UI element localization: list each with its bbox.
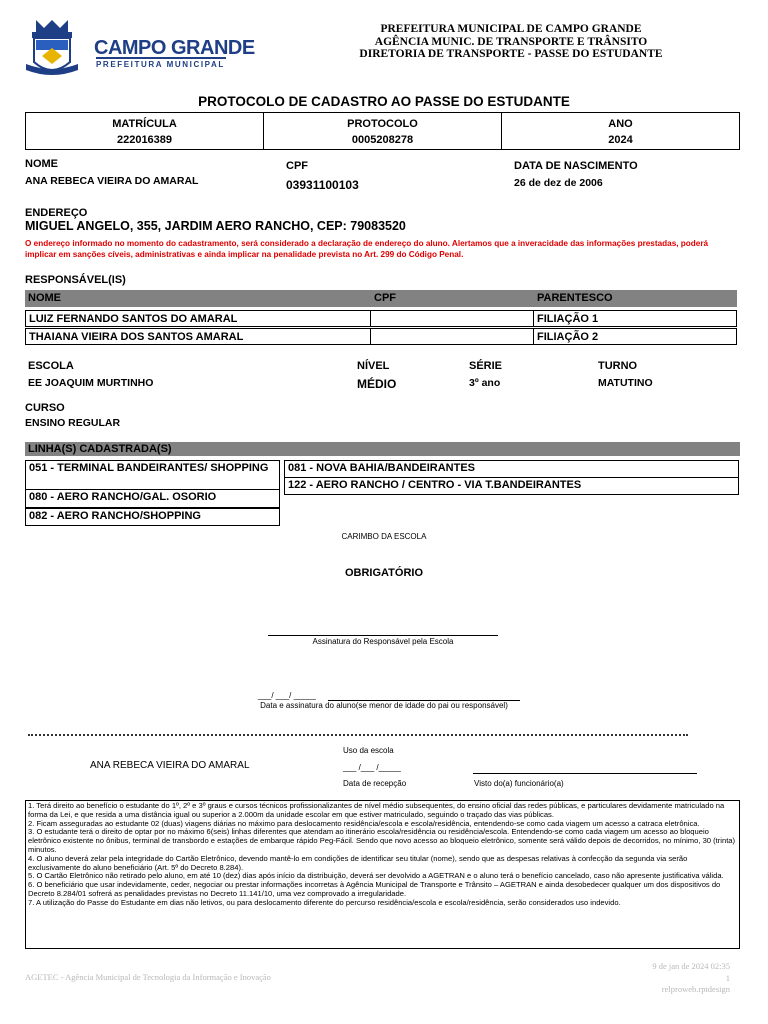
carimbo-label: CARIMBO DA ESCOLA [341, 532, 427, 541]
logo-name: CAMPO GRANDE [94, 37, 255, 59]
nivel-label: NÍVEL [357, 360, 390, 372]
curso-label: CURSO [25, 402, 65, 414]
header-line: DIRETORIA DE TRANSPORTE - PASSE DO ESTUDANTE [359, 48, 663, 60]
footer-page: 1 [725, 972, 730, 983]
registration-box [25, 112, 740, 150]
list-item: 122 - AERO RANCHO / CENTRO - VIA T.BANDEIRANTES [284, 477, 739, 495]
uso-escola-label: Uso da escola [343, 746, 394, 755]
matricula-cell [26, 113, 264, 149]
list-item: 051 - TERMINAL BANDEIRANTES/ SHOPPING [25, 460, 280, 490]
rules-box [25, 800, 740, 949]
nivel-value: MÉDIO [357, 377, 397, 391]
rule-item: 5. O Cartão Eletrônico não retirado pelo aluno, em até 10 (dez) dias após início da distribuição, deverá ser devolvido a AGETRAN e o aluno terá o benefício cancelado, caso não apresente justificativa válida. [28, 871, 724, 881]
page-title: PROTOCOLO DE CADASTRO AO PASSE DO ESTUDANTE [198, 94, 570, 109]
ano-value: 2024 [608, 134, 633, 146]
logo-divider [96, 57, 226, 59]
endereco-value: MIGUEL ANGELO, 355, JARDIM AERO RANCHO, CEP: 79083520 [25, 219, 406, 233]
col-cpf: CPF [374, 292, 396, 304]
linhas-header: LINHA(S) CADASTRADA(S) [25, 442, 740, 456]
resp-cpf [371, 328, 534, 345]
nascimento-value: 26 de dez de 2006 [514, 177, 603, 189]
curso-value: ENSINO REGULAR [25, 417, 121, 429]
obrigatorio-label: OBRIGATÓRIO [344, 567, 423, 579]
footer-file: relproweb.rptdesign [661, 984, 730, 994]
responsaveis-header [25, 290, 737, 307]
matricula-label: MATRÍCULA [112, 118, 177, 130]
resp-parentesco: FILIAÇÃO 1 [534, 310, 737, 327]
serie-label: SÉRIE [469, 360, 503, 372]
resp-nome: LUIZ FERNANDO SANTOS DO AMARAL [25, 310, 371, 327]
rule-item: 6. O beneficiário que usar indevidamente, ceder, negociar ou prestar informações incorretas à Agência Municipal de Transporte e Trânsito – AGETRAN e ainda desobedecer qualquer um dos dispositivos do Decreto 8.284/01 sofrerá as penalidades previstas no Decreto 11.141/10, uma vez comprovado a irregularidade. [28, 880, 721, 898]
cut-line [28, 734, 688, 736]
rule-item: 1. Terá direito ao benefício o estudante do 1º, 2º e 3º graus e cursos técnicos profissionalizantes de nível médio subsequentes, do ensino oficial das redes públicas, e particulares devidamente matriculado na forma da Lei, e que resida a uma distância igual ou superior a 2.000m da unidade escolar em que estiver matriculado, seguindo o traçado das vias públicas. [28, 801, 725, 819]
escola-label: ESCOLA [28, 360, 74, 372]
responsaveis-label: RESPONSÁVEL(IS) [25, 274, 126, 286]
nome-value: ANA REBECA VIEIRA DO AMARAL [25, 175, 199, 187]
serie-value: 3º ano [469, 377, 501, 389]
address-warning: O endereço informado no momento do cadastramento, será considerado a declaração de endereço do aluno. Alertamos que a inveracidade das informações prestadas, poderá implicar em sanções cíveis, administrativas e ainda implicar na penalidade prevista no Art. 299 do Código Penal. [25, 239, 709, 259]
matricula-value: 222016389 [116, 134, 173, 146]
col-parentesco: PARENTESCO [537, 292, 613, 304]
visto-label: Visto do(a) funcionário(a) [474, 779, 564, 788]
turno-value: MATUTINO [598, 377, 653, 389]
protocolo-value: 0005208278 [351, 134, 414, 146]
footer-agency: AGETEC - Agência Municipal de Tecnologia da Informação e Inovação [25, 972, 271, 982]
turno-label: TURNO [598, 360, 638, 372]
ano-cell [502, 113, 739, 149]
visto-line [473, 773, 697, 774]
list-item: 080 - AERO RANCHO/GAL. OSORIO [25, 490, 280, 508]
col-nome: NOME [28, 292, 61, 304]
endereco-label: ENDEREÇO [25, 207, 88, 219]
cpf-label: CPF [286, 160, 308, 172]
data-assinatura-label: Data e assinatura do aluno(se menor de idade do pai ou responsável) [260, 701, 508, 710]
rule-item: 2. Ficam asseguradas ao estudante 02 (duas) viagens diárias no máximo para deslocamento residência/escola e escola/residência, entendendo-se como cada viagem um acesso a catraca eletrônica. [28, 818, 700, 828]
nome-label: NOME [25, 158, 58, 170]
protocolo-cell [264, 113, 502, 149]
table-row [25, 328, 737, 345]
header-line: AGÊNCIA MUNIC. DE TRANSPORTE E TRÂNSITO [374, 35, 648, 48]
rule-item: 4. O aluno deverá zelar pela integridade do Cartão Eletrônico, devendo mantê-lo em condições de identificar seu titular (nome), sendo que as despesas relativas à confecção da segunda via serão exclusivamente do aluno beneficiário (Art. 5º do Decreto 8.284). [28, 853, 688, 872]
date-blanks: ___/ ___/ _____ [258, 691, 316, 700]
data-recepcao-label: Data de recepção [343, 779, 407, 788]
rule-item: 3. O estudante terá o direito de optar por no máximo 6(seis) linhas diferentes que atendam ao itinerário escola/residência ou residência/escola. Entendendo-se como cada viagem um acesso ao bloqueio eletrônico existente no ônibus, terminal de transbordo e estações de embarque rápido Peg-Fácil. Sendo que novo acesso ao bloqueio eletrônico, somente será válido depois de decorridos, no mínimo, 30 (trinta) minutos. [28, 827, 736, 854]
recepcao-blanks: ___ /___ /_____ [343, 763, 401, 772]
ano-label: ANO [608, 118, 633, 130]
rule-item: 7. A utilização do Passe do Estudante em dias não letivos, ou para deslocamento diferente do percurso residência/escola e escola/residência, serão considerados uso indevido. [28, 897, 621, 907]
escola-value: EE JOAQUIM MURTINHO [28, 377, 154, 389]
protocolo-label: PROTOCOLO [347, 118, 418, 130]
logo-subtitle: PREFEITURA MUNICIPAL [96, 60, 225, 69]
header-institution [350, 23, 672, 61]
cpf-value: 03931100103 [286, 178, 359, 192]
resp-cpf [371, 310, 534, 327]
table-row [25, 310, 737, 327]
list-item: 081 - NOVA BAHIA/BANDEIRANTES [284, 460, 739, 478]
resp-nome: THAIANA VIEIRA DOS SANTOS AMARAL [25, 328, 371, 345]
footer-datetime: 9 de jan de 2024 02:35 [652, 961, 730, 971]
canhoto-nome: ANA REBECA VIEIRA DO AMARAL [90, 760, 250, 771]
nascimento-label: DATA DE NASCIMENTO [514, 160, 638, 172]
signature-line [268, 635, 498, 636]
list-item: 082 - AERO RANCHO/SHOPPING [25, 508, 280, 526]
resp-parentesco: FILIAÇÃO 2 [534, 328, 737, 345]
header-line: PREFEITURA MUNICIPAL DE CAMPO GRANDE [380, 23, 642, 35]
footer-meta [600, 961, 730, 996]
assinatura-label: Assinatura do Responsável pela Escola [312, 637, 454, 646]
